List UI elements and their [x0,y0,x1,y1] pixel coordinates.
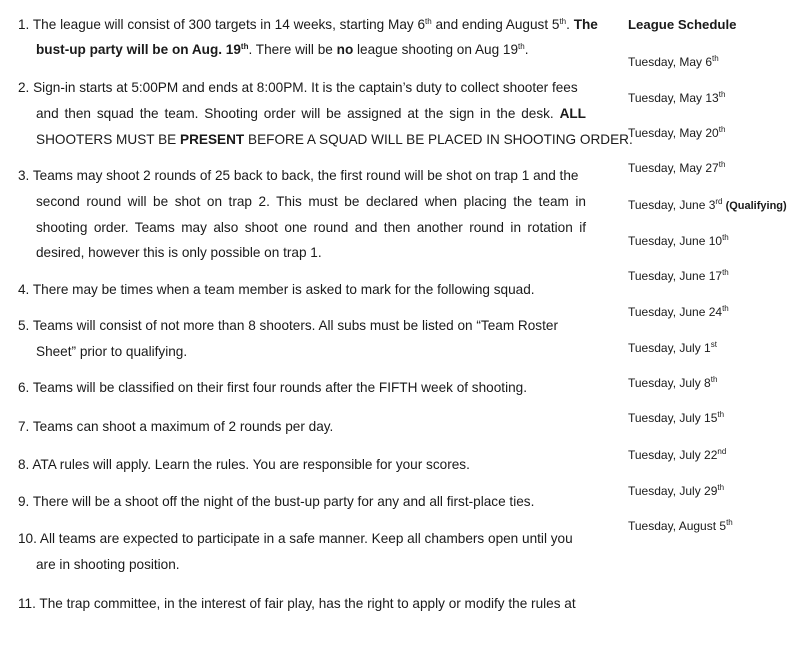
rule-line [36,220,586,235]
ordinal-suffix: th [718,160,726,169]
rule-text: no [336,42,354,57]
rule-line [36,557,180,572]
schedule-date-text: Tuesday, May 6 [628,55,713,69]
rule-line [36,106,586,121]
rule-line [18,494,534,509]
schedule-date-text: Tuesday, August 5 [628,519,727,533]
rule-text: . [524,42,529,57]
schedule-date [628,448,726,462]
rule-line [18,380,527,395]
schedule-date-text: Tuesday, June 24 [628,305,723,319]
rule-text: 4. There may be times when a team member is asked to mark for the following squad. [18,282,535,297]
rule-text: desired, however this is only possible on trap 1. [36,245,322,260]
ordinal-suffix: nd [717,447,727,456]
rule-text: 9. There will be a shoot off the night of the bust-up party for any and all first-place ties. [18,494,535,509]
schedule-date [628,484,724,498]
ordinal-suffix: st [710,340,717,349]
qualifying-note: (Qualifying) [722,200,787,212]
rule-text: 2. Sign-in starts at 5:00PM and ends at 8:00PM. It is the captain’s duty to collect shooter fees [18,80,578,95]
rule-line [36,194,586,209]
ordinal-suffix: th [717,483,725,492]
rule-text: SHOOTERS MUST BE [36,132,181,147]
ordinal-suffix: rd [715,197,723,206]
schedule-date [628,376,717,390]
ordinal-suffix: th [718,125,726,134]
schedule-date [628,91,725,105]
schedule-date [628,126,725,140]
rule-text: 6. Teams will be classified on their first four rounds after the FIFTH week of shooting. [18,380,527,395]
ordinal-suffix: th [425,17,432,26]
ordinal-suffix: th [710,375,718,384]
schedule-date [628,269,729,283]
rule-text: and then squad the team. Shooting order will be assigned at the sign in the desk. [36,106,560,121]
schedule-date-text: Tuesday, July 1 [628,341,711,355]
rule-line [36,344,187,359]
rule-text: second round will be shot on trap 2. This must be declared when placing the team in [36,194,586,209]
ordinal-suffix: th [717,410,725,419]
ordinal-suffix: th [718,90,726,99]
ordinal-suffix: th [726,518,733,527]
schedule-date-text: Tuesday, June 3 [628,198,716,212]
rule-text: PRESENT [180,132,245,147]
ordinal-suffix: th [712,54,719,63]
rule-line [18,17,598,32]
rule-text: shooting order. Teams may also shoot one round and then another round in rotation if [36,220,586,235]
rule-line [18,419,333,434]
rule-text: and ending August 5 [431,17,560,32]
rule-text: 7. Teams can shoot a maximum of 2 rounds per day. [18,419,334,434]
schedule-date [628,198,787,212]
ordinal-suffix: th [240,42,249,51]
rule-line [18,282,535,297]
rule-line [18,168,578,183]
schedule-date-text: Tuesday, July 29 [628,484,718,498]
schedule-date [628,411,724,425]
rule-text: 3. Teams may shoot 2 rounds of 25 back to back, the first round will be shot on trap 1 and the [18,168,579,183]
ordinal-suffix: th [518,42,525,51]
rule-text: league shooting on Aug 19 [353,42,519,57]
rule-text: The [573,17,598,32]
rule-line [36,42,528,57]
schedule-date [628,341,717,355]
schedule-date-text: Tuesday, July 8 [628,376,711,390]
rule-line [18,318,558,333]
rule-text: . [566,17,574,32]
schedule-date [628,234,729,248]
rule-text: 11. The trap committee, in the interest of fair play, has the right to apply or modify the rules at [18,596,576,611]
rule-text: BEFORE A SQUAD WILL BE PLACED IN SHOOTING ORDER. [244,132,633,147]
schedule-date-text: Tuesday, May 20 [628,126,719,140]
schedule-date [628,161,725,175]
schedule-date-text: Tuesday, May 27 [628,161,719,175]
schedule-date-text: Tuesday, May 13 [628,91,719,105]
schedule-date-text: Tuesday, June 17 [628,269,723,283]
rule-line [18,531,573,546]
schedule-date [628,305,729,319]
rule-text: 10. All teams are expected to participate in a safe manner. Keep all chambers open until you [18,531,573,546]
schedule-date-text: Tuesday, June 10 [628,234,723,248]
schedule-date-text: Tuesday, July 15 [628,411,718,425]
ordinal-suffix: th [722,304,729,313]
rule-line [36,132,633,147]
ordinal-suffix: th [559,17,567,26]
rule-line [18,596,576,611]
rule-text: 1. The league will consist of 300 targets in 14 weeks, starting May 6 [18,17,426,32]
rule-line [18,457,470,472]
rule-text: bust-up party will be on Aug. 19 [36,42,241,57]
rule-text: ALL [559,106,586,121]
rule-text: are in shooting position. [36,557,180,572]
rule-line [36,245,322,260]
rule-text: Sheet” prior to qualifying. [36,344,188,359]
ordinal-suffix: th [722,233,729,242]
rule-text: 5. Teams will consist of not more than 8 shooters. All subs must be listed on “Team Roster [18,318,558,333]
rule-line [18,80,578,95]
rule-text: 8. ATA rules will apply. Learn the rules. You are responsible for your scores. [18,457,470,472]
rule-text: . There will be [248,42,337,57]
ordinal-suffix: th [722,268,729,277]
schedule-date [628,519,733,533]
schedule-title: League Schedule [628,17,737,32]
schedule-date-text: Tuesday, July 22 [628,448,718,462]
schedule-date [628,55,719,69]
